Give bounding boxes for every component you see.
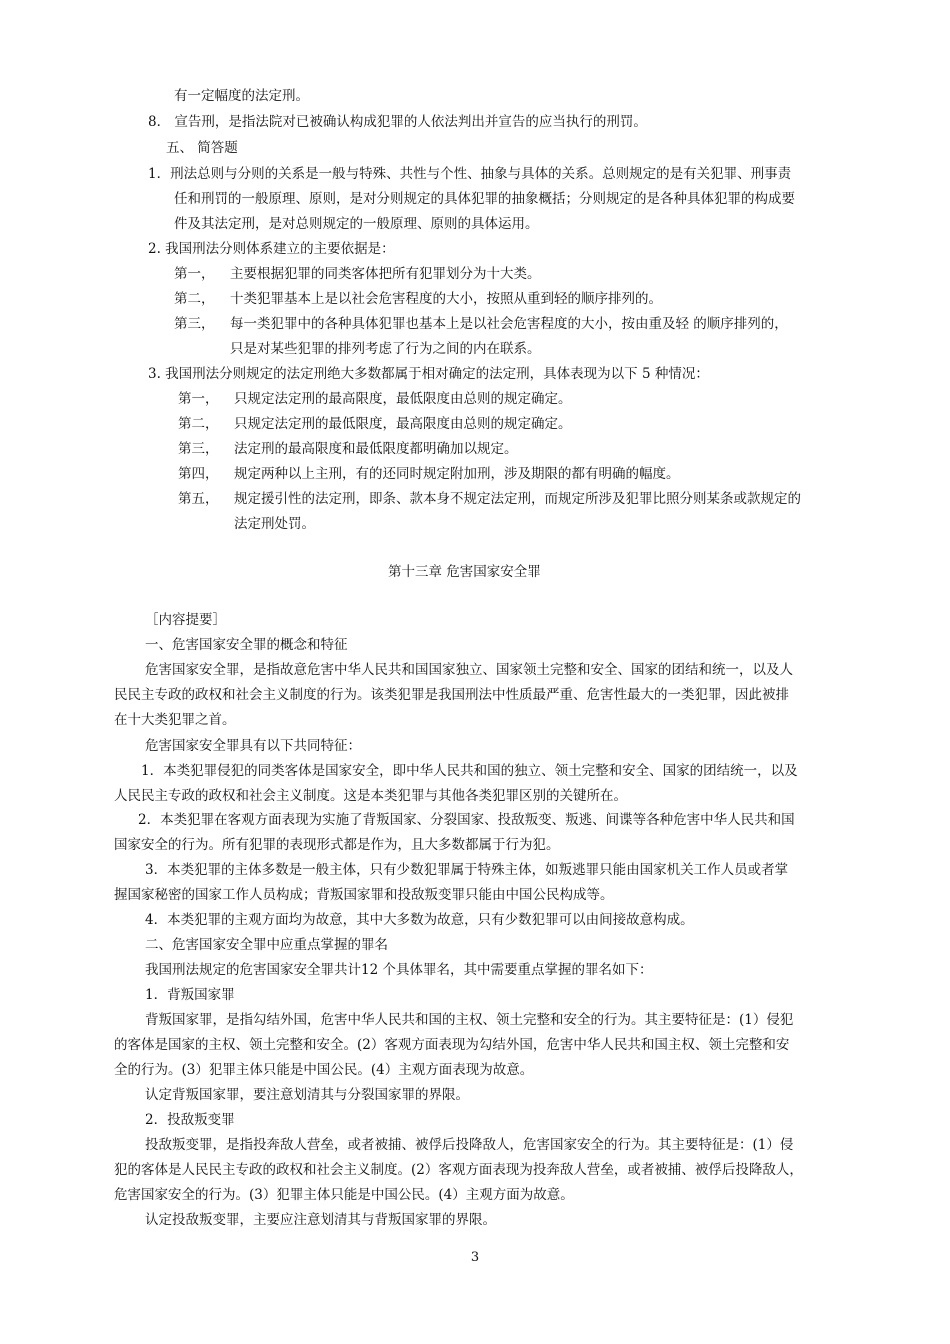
text-line: 规定两种以上主刑，有的还同时规定附加刑，涉及期限的都有明确的幅度。 (234, 466, 680, 482)
text-line: 3. 我国刑法分则规定的法定刑绝大多数都属于相对确定的法定刑，具体表现为以下 5 种情况： (148, 366, 709, 382)
section-heading: ［内容提要］ (145, 612, 226, 628)
text-line: 危害国家安全的行为。(3）犯罪主体只能是中国公民。(4）主观方面为故意。 (114, 1187, 574, 1203)
text-line: 在十大类犯罪之首。 (114, 712, 236, 728)
text-line: 只是对某些犯罪的排列考虑了行为之间的内在联系。 (230, 341, 541, 357)
text-line: 握国家秘密的国家工作人员构成；背叛国家罪和投敌叛变罪只能由中国公民构成等。 (114, 887, 614, 903)
text-line: 认定背叛国家罪，要注意划清其与分裂国家罪的界限。 (145, 1087, 469, 1103)
subheading: 2．投敌叛变罪 (145, 1112, 235, 1128)
item-label: 第四， (178, 466, 219, 482)
text-line: 只规定法定刑的最高限度，最低限度由总则的规定确定。 (234, 391, 572, 407)
text-line: 8． 宣告刑，是指法院对已被确认构成犯罪的人依法判出并宣告的应当执行的刑罚。 (148, 114, 647, 130)
text-line: 只规定法定刑的最低限度，最高限度由总则的规定确定。 (234, 416, 572, 432)
subheading: 1．背叛国家罪 (145, 987, 235, 1003)
text-line: 1．刑法总则与分则的关系是一般与特殊、共性与个性、抽象与具体的关系。总则规定的是有关犯罪、刑事责 (148, 166, 792, 182)
text-line: 主要根据犯罪的同类客体把所有犯罪划分为十大类。 (230, 266, 541, 282)
text-line: 每一类犯罪中的各种具体犯罪也基本上是以社会危害程度的大小，按由重及轻 的顺序排列的， (230, 316, 788, 332)
text-line: 认定投敌叛变罪，主要应注意划清其与背叛国家罪的界限。 (145, 1212, 496, 1228)
text-line: 犯的客体是人民民主专政的政权和社会主义制度。(2）客观方面表现为投奔敌人营垒，或者被捕、被俘后投降敌人， (114, 1162, 803, 1178)
text-line: 投敌叛变罪，是指投奔敌人营垒，或者被捕、被俘后投降敌人，危害国家安全的行为。其主要特征是：(1）侵 (145, 1137, 794, 1153)
text-line: 法定刑的最高限度和最低限度都明确加以规定。 (234, 441, 518, 457)
text-line: 2. 我国刑法分则体系建立的主要依据是： (148, 241, 395, 257)
text-line: 背叛国家罪，是指勾结外国，危害中华人民共和国的主权、领土完整和安全的行为。其主要特征是：(1）侵犯 (145, 1012, 794, 1028)
item-label: 第二， (178, 416, 219, 432)
item-label: 第一， (174, 266, 215, 282)
text-line: 2．本类犯罪在客观方面表现为实施了背叛国家、分裂国家、投敌叛变、叛逃、间谍等各种危害中华人民共和国 (138, 812, 795, 828)
item-label: 第五， (178, 491, 219, 507)
section-heading: 五、 简答题 (166, 140, 238, 156)
text-line: 的客体是国家的主权、领土完整和安全。(2）客观方面表现为勾结外国，危害中华人民共和国主权、领土完整和安 (114, 1037, 790, 1053)
chapter-title: 第十三章 危害国家安全罪 (388, 564, 541, 580)
section-heading: 一、危害国家安全罪的概念和特征 (145, 637, 348, 653)
text-line: 人民民主专政的政权和社会主义制度。这是本类犯罪与其他各类犯罪区别的关键所在。 (114, 788, 627, 804)
text-line: 3．本类犯罪的主体多数是一般主体，只有少数犯罪属于特殊主体，如叛逃罪只能由国家机关工作人员或者掌 (145, 862, 789, 878)
text-line: 1．本类犯罪侵犯的同类客体是国家安全，即中华人民共和国的独立、领土完整和安全、国家的团结统一，以及 (141, 763, 798, 779)
text-line: 4．本类犯罪的主观方面均为故意，其中大多数为故意，只有少数犯罪可以由间接故意构成。 (145, 912, 694, 928)
text-line: 民民主专政的政权和社会主义制度的行为。该类犯罪是我国刑法中性质最严重、危害性最大的一类犯罪，因此被排 (114, 687, 789, 703)
item-label: 第三， (178, 441, 219, 457)
item-label: 第一， (178, 391, 219, 407)
text-line: 危害国家安全罪，是指故意危害中华人民共和国国家独立、国家领土完整和安全、国家的团结和统一，以及人 (145, 662, 793, 678)
text-line: 规定援引性的法定刑，即条、款本身不规定法定刑，而规定所涉及犯罪比照分则某条或款规定的 (234, 491, 801, 507)
text-line: 件及其法定刑，是对总则规定的一般原理、原则的具体运用。 (174, 216, 539, 232)
text-line: 任和刑罚的一般原理、原则，是对分则规定的具体犯罪的抽象概括；分则规定的是各种具体犯罪的构成要 (174, 191, 795, 207)
text-line: 全的行为。(3）犯罪主体只能是中国公民。(4）主观方面表现为故意。 (114, 1062, 534, 1078)
item-label: 第二， (174, 291, 215, 307)
text-line: 危害国家安全罪具有以下共同特征： (145, 738, 361, 754)
section-heading: 二、危害国家安全罪中应重点掌握的罪名 (145, 937, 388, 953)
text-line: 十类犯罪基本上是以社会危害程度的大小，按照从重到轻的顺序排列的。 (230, 291, 662, 307)
text-line: 国家安全的行为。所有犯罪的表现形式都是作为，且大多数都属于行为犯。 (114, 837, 560, 853)
text-line: 我国刑法规定的危害国家安全罪共计12 个具体罪名，其中需要重点掌握的罪名如下： (145, 962, 653, 978)
page-number: 3 (470, 1250, 480, 1265)
text-line: 有一定幅度的法定刑。 (174, 88, 309, 104)
text-line: 法定刑处罚。 (234, 516, 315, 532)
item-label: 第三， (174, 316, 215, 332)
